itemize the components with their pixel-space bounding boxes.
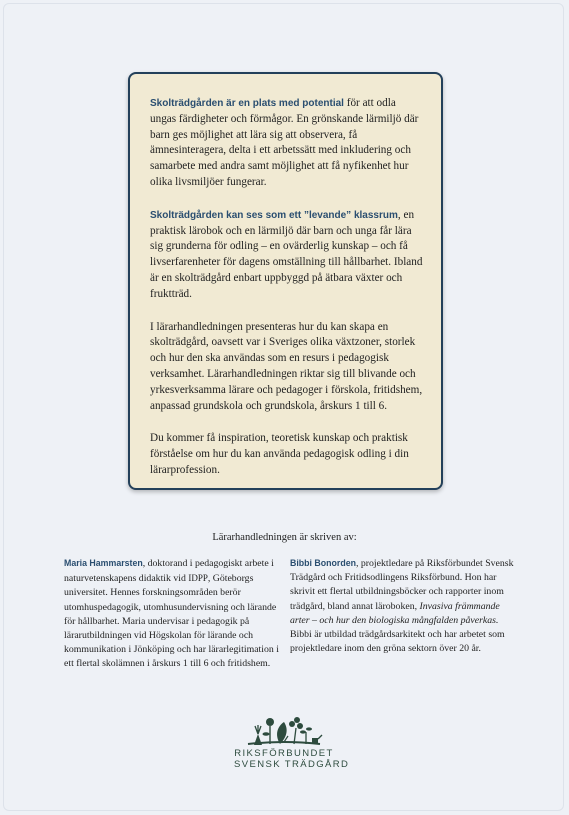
intro-paragraph-3: I lärarhandledningen presenteras hur du kan skapa en skolträdgård, oavsett var i Sveriges olika växtzoner, storlek och hur den ska användas som en resurs i pedagogisk verksamhet. Lärarhandledningen riktar sig till blivande och yrkesverksamma lärare och pedagoger i förskola, fritidshem, anpassad grundskola och grundskola, årskurs 1 till 6. xyxy=(150,320,423,412)
intro-box xyxy=(128,72,443,490)
author-name-left: Maria Hammarsten xyxy=(64,558,143,568)
garden-plants-logo-icon xyxy=(244,714,324,748)
intro-paragraph-4: Du kommer få inspiration, teoretisk kunskap och praktisk förståelse om hur du kan använda pedagogisk odling i din lärarprofession. xyxy=(150,432,409,476)
intro-p1-lead: Skolträdgården är en plats med potential xyxy=(150,98,344,109)
author-left-abbr: IDPP xyxy=(188,573,208,584)
author-name-right: Bibbi Bonorden xyxy=(290,558,356,568)
author-left-text-b: , Göteborgs universitet. Hennes forskningsområden berör utomhuspedagogik, utomhusundervisning och lärande för hållbarhet. Maria undervisar i pedagogik på lärarutbildningen vid Högskolan för lärande och kommunikation i Jönköping och har lärarlegitimation i ett flertal skolämnen i årskurs 1 till 6 och fritidshem. xyxy=(64,573,279,670)
logo-text-line-2: SVENSK TRÄDGÅRD xyxy=(234,759,350,770)
author-right-text-b: Bibbi är utbildad trädgårdsarkitekt och har arbetet som projektledare inom den gröna sektorn över 20 år. xyxy=(290,629,505,655)
author-right-book-title: Invasiva främmande arter – och hur den biologiska mångfalden påverkas. xyxy=(290,600,500,626)
intro-paragraph-2 xyxy=(150,208,423,303)
authors-heading: Lärarhandledningen är skriven av: xyxy=(212,532,357,543)
intro-p1-text: för att odla ungas färdigheter och förmågor. En grönskande lärmiljö där barn ges möjlighet att lära sig att observera, få ämnesinteragera, delta i ett arbetssätt med inkludering och samarbete med andra samt möjlighet att få nyfikenhet hur olika livsmiljöer fungerar. xyxy=(150,97,419,188)
organization-logo xyxy=(234,714,350,770)
intro-p2-lead: Skolträdgården kan ses som ett ”levande” klassrum xyxy=(150,209,398,221)
author-right-text-a: , projektledare på Riksförbundet Svensk Trädgård och Fritidsodlingens Riksförbund. Hon har skrivit ett flertal utbildningsböcker och rapporter inom trädgård, bland annat läroboken, xyxy=(290,558,514,612)
intro-p2-text: , en praktisk lärobok och en lärmiljö där barn och unga får lära sig grunderna för odling – en ovärderlig kunskap – och få livserfarenheter för dagens omställning till hållbarhet. Ibland är en skolträdgård enbart uppbyggd på ätbara växter och fruktträd. xyxy=(150,208,423,300)
intro-paragraph-1 xyxy=(150,96,423,191)
logo-text-line-1: RIKSFÖRBUNDET xyxy=(234,748,334,759)
author-left-text-a: , doktorand i pedagogiskt arbete i naturvetenskapens didaktik vid xyxy=(64,558,274,585)
author-bio-left xyxy=(64,556,280,672)
author-bio-right xyxy=(290,556,516,656)
